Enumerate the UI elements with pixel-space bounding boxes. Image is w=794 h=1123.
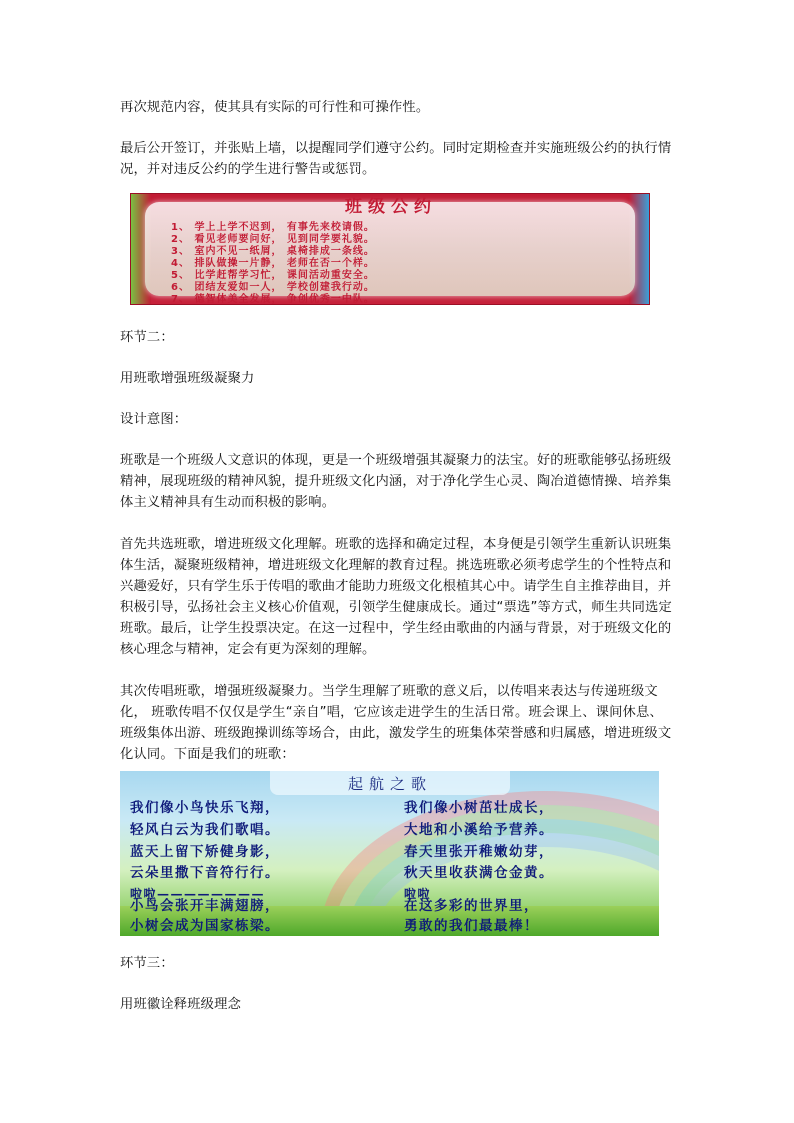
convention-title: 班级公约 — [345, 197, 437, 217]
song-line: 在这多彩的世界里， — [404, 898, 539, 914]
section-heading: 用班徽诠释班级理念 — [120, 997, 242, 1012]
paragraph: 班歌是一个班级人文意识的体现，更是一个班级增强其凝聚力的法宝。好的班歌能够弘扬班级精神，展现班级的精神风貌，提升班级文化内涵，对于净化学生心灵、陶冶道德情操、培养集体主义精神具有生动而积极的影响。 — [120, 453, 672, 510]
class-song-image — [120, 771, 659, 936]
song-title: 起航之歌 — [347, 775, 432, 793]
song-line: 小鸟会张开丰满翅膀， — [130, 898, 280, 914]
song-line: 啦啦 — [404, 887, 432, 901]
convention-rule: 1、 学上上学不迟到， 有事先来校请假。 — [171, 222, 375, 233]
song-line: 轻风白云为我们歌唱。 — [130, 822, 280, 838]
convention-rule: 6、 团结友爱如一人， 学校创建我行动。 — [171, 282, 375, 293]
convention-rule: 3、 室内不见一纸屑， 桌椅排成一条线。 — [171, 246, 375, 257]
class-convention-image — [130, 193, 650, 305]
paragraph: 环节三： — [120, 956, 174, 971]
convention-rule: 2、 看见老师要问好， 见到同学要礼貌。 — [171, 234, 375, 245]
song-line: 蓝天上留下矫健身影， — [130, 844, 280, 860]
paragraph: 环节二： — [120, 330, 174, 345]
paragraph: 再次规范内容，使其具有实际的可行性和可操作性。 — [120, 100, 430, 115]
song-line: 秋天里收获满仓金黄。 — [404, 865, 554, 881]
convention-rule: 5、 比学赶帮学习忙， 课间活动重安全。 — [171, 270, 375, 281]
song-line: 我们像小树茁壮成长， — [404, 800, 554, 816]
paragraph: 首先共选班歌，增进班级文化理解。班歌的选择和确定过程，本身便是引领学生重新认识班集体生活，凝聚班级精神，增进班级文化理解的教育过程。挑选班歌必须考虑学生的个性特点和兴趣爱好，只有学生乐于传唱的歌曲才能助力班级文化根植其心中。请学生自主推荐曲目，并积极引导，弘扬社会主义核心价值观，引领学生健康成长。通过“票选”等方式，师生共同选定班歌。最后，让学生投票决定。在这一过程中，学生经由歌曲的内涵与背景，对于班级文化的核心理念与精神，定会有更为深刻的理解。 — [120, 537, 672, 657]
section-heading: 用班歌增强班级凝聚力 — [120, 371, 255, 386]
paragraph: 设计意图： — [120, 412, 188, 427]
convention-rule: 7、 德智体美全发展， 争创优秀一中队。 — [171, 294, 375, 305]
paragraph: 其次传唱班歌，增强班级凝聚力。当学生理解了班歌的意义后，以传唱来表达与传递班级文化， 班歌传唱不仅仅是学生“亲自”唱，它应该走进学生的生活日常。班会课上、课间休息、班级集体出游、班级跑操训练等场合，由此，激发学生的班集体荣誉感和归属感，增进班级文化认同。下面是我们的班歌： — [120, 684, 672, 762]
song-line: 云朵里撒下音符行行。 — [130, 865, 280, 881]
paragraph: 最后公开签订，并张贴上墙，以提醒同学们遵守公约。同时定期检查并实施班级公约的执行情况，并对违反公约的学生进行警告或惩罚。 — [120, 141, 672, 177]
song-line: 我们像小鸟快乐飞翔， — [130, 800, 280, 816]
song-line: 小树会成为国家栋梁。 — [130, 918, 280, 934]
song-line: 春天里张开稚嫩幼芽， — [404, 844, 554, 860]
convention-rule: 4、 排队做操一片静， 老师在否一个样。 — [171, 258, 375, 269]
song-line: 勇敢的我们最最棒！ — [404, 918, 539, 934]
song-line: 啦啦———————— — [130, 887, 266, 901]
song-line: 大地和小溪给予营养。 — [404, 822, 554, 838]
